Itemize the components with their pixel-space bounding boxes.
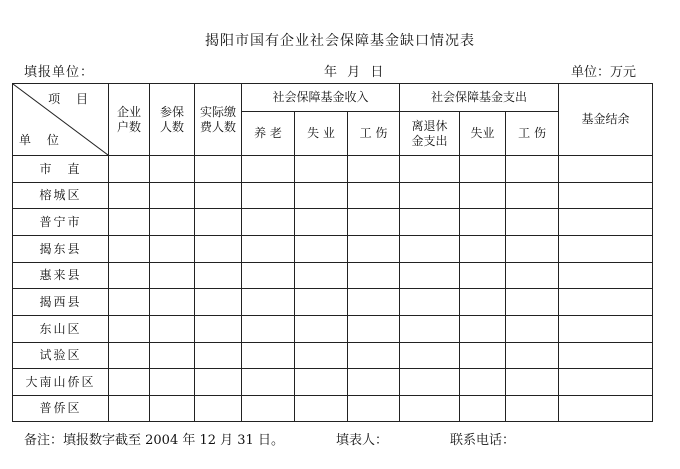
table-row (13, 263, 653, 289)
data-cell[interactable] (348, 236, 400, 263)
data-cell[interactable] (109, 209, 150, 236)
data-cell[interactable] (295, 396, 348, 422)
data-cell[interactable] (150, 289, 195, 316)
data-cell[interactable] (295, 369, 348, 396)
table-row (13, 289, 653, 316)
data-cell[interactable] (295, 209, 348, 236)
col-income-unemployment: 失 业 (295, 112, 348, 156)
data-cell[interactable] (559, 316, 653, 343)
data-cell[interactable] (506, 289, 559, 316)
data-cell[interactable] (195, 289, 242, 316)
data-cell[interactable] (195, 396, 242, 422)
data-cell[interactable] (506, 343, 559, 369)
page-title: 揭阳市国有企业社会保障基金缺口情况表 (205, 33, 475, 49)
col-fund-balance: 基金结余 (559, 84, 653, 156)
data-cell[interactable] (506, 263, 559, 289)
data-cell[interactable] (506, 316, 559, 343)
row-unit-name: 揭西县 (13, 289, 109, 316)
row-unit-name: 榕城区 (13, 183, 109, 209)
data-cell[interactable] (460, 263, 506, 289)
data-cell[interactable] (348, 369, 400, 396)
data-cell[interactable] (348, 289, 400, 316)
data-cell[interactable] (559, 343, 653, 369)
corner-item-label: 项 目 (48, 92, 94, 106)
filler-label: 填表人： (336, 433, 389, 448)
data-cell[interactable] (559, 156, 653, 183)
data-cell[interactable] (559, 183, 653, 209)
table-row (13, 343, 653, 369)
data-cell[interactable] (400, 369, 460, 396)
data-cell[interactable] (559, 396, 653, 422)
data-cell[interactable] (195, 156, 242, 183)
data-cell[interactable] (400, 316, 460, 343)
data-cell[interactable] (150, 263, 195, 289)
data-cell[interactable] (295, 343, 348, 369)
data-cell[interactable] (195, 369, 242, 396)
data-cell[interactable] (195, 263, 242, 289)
col-income-injury: 工 伤 (348, 112, 400, 156)
col-expense-injury: 工 伤 (506, 112, 559, 156)
data-cell[interactable] (195, 316, 242, 343)
data-cell[interactable] (348, 263, 400, 289)
data-cell[interactable] (150, 396, 195, 422)
data-cell[interactable] (559, 289, 653, 316)
table-row (13, 396, 653, 422)
row-unit-name: 惠来县 (13, 263, 109, 289)
data-cell[interactable] (242, 209, 295, 236)
data-cell[interactable] (559, 236, 653, 263)
corner-unit-label: 单 位 (19, 133, 65, 147)
data-cell[interactable] (348, 343, 400, 369)
table-row (13, 316, 653, 343)
col-insured-people: 参保 人数 (150, 84, 195, 156)
data-cell[interactable] (109, 183, 150, 209)
data-cell[interactable] (460, 343, 506, 369)
data-cell[interactable] (400, 263, 460, 289)
data-cell[interactable] (242, 343, 295, 369)
data-cell[interactable] (195, 209, 242, 236)
data-cell[interactable] (295, 316, 348, 343)
group-expense-header: 社会保障基金支出 (400, 84, 559, 112)
data-cell[interactable] (460, 396, 506, 422)
table-row (13, 236, 653, 263)
data-cell[interactable] (400, 396, 460, 422)
data-cell[interactable] (400, 183, 460, 209)
table-row (13, 183, 653, 209)
data-cell[interactable] (400, 343, 460, 369)
data-cell[interactable] (150, 183, 195, 209)
data-cell[interactable] (242, 183, 295, 209)
data-cell[interactable] (400, 156, 460, 183)
data-cell[interactable] (348, 183, 400, 209)
row-unit-name: 试验区 (13, 343, 109, 369)
data-cell[interactable] (109, 396, 150, 422)
report-date (324, 61, 389, 80)
data-cell[interactable] (195, 236, 242, 263)
data-cell[interactable] (109, 316, 150, 343)
col-expense-retirement: 离退休 金支出 (400, 112, 460, 156)
data-cell[interactable] (506, 236, 559, 263)
data-cell[interactable] (348, 396, 400, 422)
fund-gap-table (12, 83, 653, 422)
data-cell[interactable] (195, 183, 242, 209)
data-cell[interactable] (242, 156, 295, 183)
data-cell[interactable] (506, 369, 559, 396)
group-income-header: 社会保障基金收入 (242, 84, 400, 112)
date-year-label: 年 (324, 65, 338, 80)
data-cell[interactable] (460, 183, 506, 209)
data-cell[interactable] (109, 289, 150, 316)
col-income-pension: 养 老 (242, 112, 295, 156)
data-cell[interactable] (109, 343, 150, 369)
data-cell[interactable] (242, 263, 295, 289)
data-cell[interactable] (195, 343, 242, 369)
data-cell[interactable] (460, 209, 506, 236)
date-month-label: 月 (347, 65, 361, 80)
row-unit-name: 普宁市 (13, 209, 109, 236)
reporting-unit-label: 填报单位： (24, 65, 95, 80)
col-expense-unemployment: 失业 (460, 112, 506, 156)
data-cell[interactable] (460, 289, 506, 316)
data-cell[interactable] (242, 369, 295, 396)
row-unit-name: 市 直 (13, 156, 109, 183)
data-cell[interactable] (295, 263, 348, 289)
data-cell[interactable] (242, 316, 295, 343)
data-cell[interactable] (506, 209, 559, 236)
data-cell[interactable] (109, 156, 150, 183)
row-unit-name: 大南山侨区 (13, 369, 109, 396)
row-unit-name: 揭东县 (13, 236, 109, 263)
currency-unit-label: 单位：万元 (570, 65, 636, 80)
data-cell[interactable] (295, 289, 348, 316)
data-cell[interactable] (150, 236, 195, 263)
data-cell[interactable] (400, 209, 460, 236)
data-cell[interactable] (348, 156, 400, 183)
data-cell[interactable] (460, 316, 506, 343)
data-cell[interactable] (150, 209, 195, 236)
table-row (13, 209, 653, 236)
corner-header-cell (13, 84, 109, 156)
data-cell[interactable] (506, 396, 559, 422)
data-cell[interactable] (242, 236, 295, 263)
col-enterprise-count: 企业 户数 (109, 84, 150, 156)
data-cell[interactable] (109, 369, 150, 396)
footer-note: 备注：填报数字截至 2004 年 12 月 31 日。 (24, 433, 284, 448)
data-cell[interactable] (348, 209, 400, 236)
data-cell[interactable] (150, 369, 195, 396)
data-cell[interactable] (109, 236, 150, 263)
data-cell[interactable] (109, 263, 150, 289)
data-cell[interactable] (242, 396, 295, 422)
data-cell[interactable] (150, 156, 195, 183)
data-cell[interactable] (150, 343, 195, 369)
data-cell[interactable] (295, 156, 348, 183)
data-cell[interactable] (559, 209, 653, 236)
phone-label: 联系电话： (450, 433, 516, 448)
data-cell[interactable] (150, 316, 195, 343)
table-row (13, 156, 653, 183)
data-cell[interactable] (559, 369, 653, 396)
data-cell[interactable] (348, 316, 400, 343)
data-cell[interactable] (295, 236, 348, 263)
data-cell[interactable] (559, 263, 653, 289)
data-cell[interactable] (460, 236, 506, 263)
data-cell[interactable] (460, 369, 506, 396)
col-paying-people: 实际缴 费人数 (195, 84, 242, 156)
data-cell[interactable] (400, 289, 460, 316)
data-cell[interactable] (400, 236, 460, 263)
table-row (13, 369, 653, 396)
data-cell[interactable] (295, 183, 348, 209)
data-cell[interactable] (460, 156, 506, 183)
date-day-label: 日 (370, 65, 384, 80)
data-cell[interactable] (506, 183, 559, 209)
data-cell[interactable] (506, 156, 559, 183)
row-unit-name: 东山区 (13, 316, 109, 343)
row-unit-name: 普侨区 (13, 396, 109, 422)
data-cell[interactable] (242, 289, 295, 316)
